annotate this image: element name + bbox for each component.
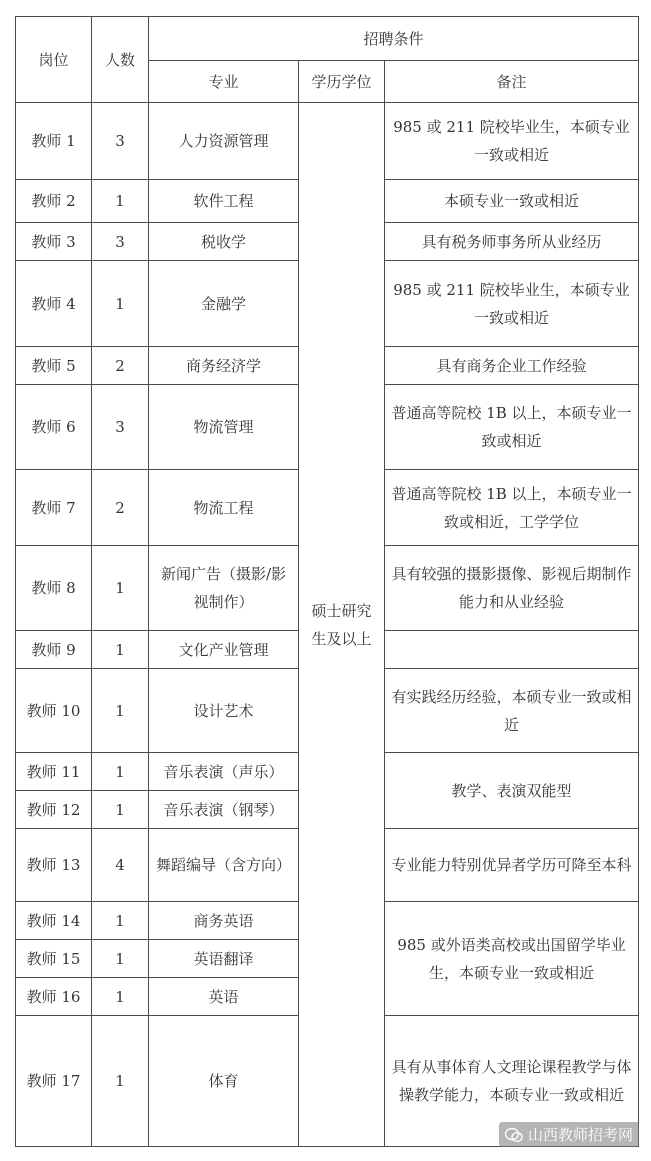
post-cell: 教师 8 bbox=[16, 546, 92, 631]
remark-cell: 985 或 211 院校毕业生，本硕专业一致或相近 bbox=[385, 261, 639, 347]
header-count: 人数 bbox=[92, 17, 149, 103]
count-cell: 1 bbox=[92, 546, 149, 631]
header-major: 专业 bbox=[149, 61, 299, 103]
post-cell: 教师 13 bbox=[16, 829, 92, 902]
post-cell: 教师 9 bbox=[16, 631, 92, 669]
remark-cell: 具有从事体育人文理论课程教学与体操教学能力，本硕专业一致或相近 bbox=[385, 1016, 639, 1147]
post-cell: 教师 12 bbox=[16, 791, 92, 829]
remark-cell: 具有税务师事务所从业经历 bbox=[385, 223, 639, 261]
wechat-icon bbox=[505, 1127, 523, 1143]
remark-cell: 985 或 211 院校毕业生，本硕专业一致或相近 bbox=[385, 103, 639, 180]
post-cell: 教师 5 bbox=[16, 347, 92, 385]
count-cell: 3 bbox=[92, 223, 149, 261]
remark-cell: 具有较强的摄影摄像、影视后期制作能力和从业经验 bbox=[385, 546, 639, 631]
major-cell: 体育 bbox=[149, 1016, 299, 1147]
header-conditions: 招聘条件 bbox=[149, 17, 639, 61]
major-cell: 物流工程 bbox=[149, 470, 299, 546]
major-cell: 音乐表演（钢琴） bbox=[149, 791, 299, 829]
watermark-text: 山西教师招考网 bbox=[527, 1126, 633, 1144]
remark-cell: 普通高等院校 1B 以上，本硕专业一致或相近，工学学位 bbox=[385, 470, 639, 546]
remark-cell: 具有商务企业工作经验 bbox=[385, 347, 639, 385]
degree-cell bbox=[299, 103, 385, 1147]
major-cell: 商务英语 bbox=[149, 902, 299, 940]
post-cell: 教师 11 bbox=[16, 753, 92, 791]
major-cell: 新闻广告（摄影/影视制作） bbox=[149, 546, 299, 631]
remark-cell-english: 985 或外语类高校或出国留学毕业生，本硕专业一致或相近 bbox=[385, 902, 639, 1016]
count-cell: 1 bbox=[92, 940, 149, 978]
count-cell: 3 bbox=[92, 103, 149, 180]
count-cell: 1 bbox=[92, 631, 149, 669]
header-degree: 学历学位 bbox=[299, 61, 385, 103]
post-cell: 教师 17 bbox=[16, 1016, 92, 1147]
post-cell: 教师 16 bbox=[16, 978, 92, 1016]
major-cell: 英语翻译 bbox=[149, 940, 299, 978]
major-cell: 商务经济学 bbox=[149, 347, 299, 385]
watermark bbox=[499, 1122, 639, 1147]
count-cell: 1 bbox=[92, 1016, 149, 1147]
recruitment-table bbox=[15, 16, 639, 1147]
count-cell: 4 bbox=[92, 829, 149, 902]
major-cell: 英语 bbox=[149, 978, 299, 1016]
degree-text: 硕士研究生及以上 bbox=[311, 601, 372, 648]
major-cell: 音乐表演（声乐） bbox=[149, 753, 299, 791]
remark-cell bbox=[385, 631, 639, 669]
post-cell: 教师 2 bbox=[16, 180, 92, 223]
count-cell: 2 bbox=[92, 470, 149, 546]
count-cell: 1 bbox=[92, 902, 149, 940]
post-cell: 教师 15 bbox=[16, 940, 92, 978]
major-cell: 金融学 bbox=[149, 261, 299, 347]
count-cell: 1 bbox=[92, 791, 149, 829]
major-cell: 设计艺术 bbox=[149, 669, 299, 753]
remark-cell-music: 教学、表演双能型 bbox=[385, 753, 639, 829]
post-cell: 教师 4 bbox=[16, 261, 92, 347]
major-cell: 软件工程 bbox=[149, 180, 299, 223]
count-cell: 2 bbox=[92, 347, 149, 385]
post-cell: 教师 10 bbox=[16, 669, 92, 753]
count-cell: 1 bbox=[92, 669, 149, 753]
count-cell: 1 bbox=[92, 261, 149, 347]
post-cell: 教师 6 bbox=[16, 385, 92, 470]
major-cell: 人力资源管理 bbox=[149, 103, 299, 180]
header-remarks: 备注 bbox=[385, 61, 639, 103]
major-cell: 税收学 bbox=[149, 223, 299, 261]
count-cell: 1 bbox=[92, 978, 149, 1016]
major-cell: 物流管理 bbox=[149, 385, 299, 470]
count-cell: 1 bbox=[92, 753, 149, 791]
count-cell: 3 bbox=[92, 385, 149, 470]
major-cell: 文化产业管理 bbox=[149, 631, 299, 669]
post-cell: 教师 14 bbox=[16, 902, 92, 940]
remark-cell: 专业能力特别优异者学历可降至本科 bbox=[385, 829, 639, 902]
table-row bbox=[16, 103, 639, 180]
count-cell: 1 bbox=[92, 180, 149, 223]
post-cell: 教师 3 bbox=[16, 223, 92, 261]
post-cell: 教师 1 bbox=[16, 103, 92, 180]
remark-cell: 有实践经历经验，本硕专业一致或相近 bbox=[385, 669, 639, 753]
post-cell: 教师 7 bbox=[16, 470, 92, 546]
major-cell: 舞蹈编导（含方向） bbox=[149, 829, 299, 902]
remark-cell: 本硕专业一致或相近 bbox=[385, 180, 639, 223]
header-post: 岗位 bbox=[16, 17, 92, 103]
remark-cell: 普通高等院校 1B 以上，本硕专业一致或相近 bbox=[385, 385, 639, 470]
